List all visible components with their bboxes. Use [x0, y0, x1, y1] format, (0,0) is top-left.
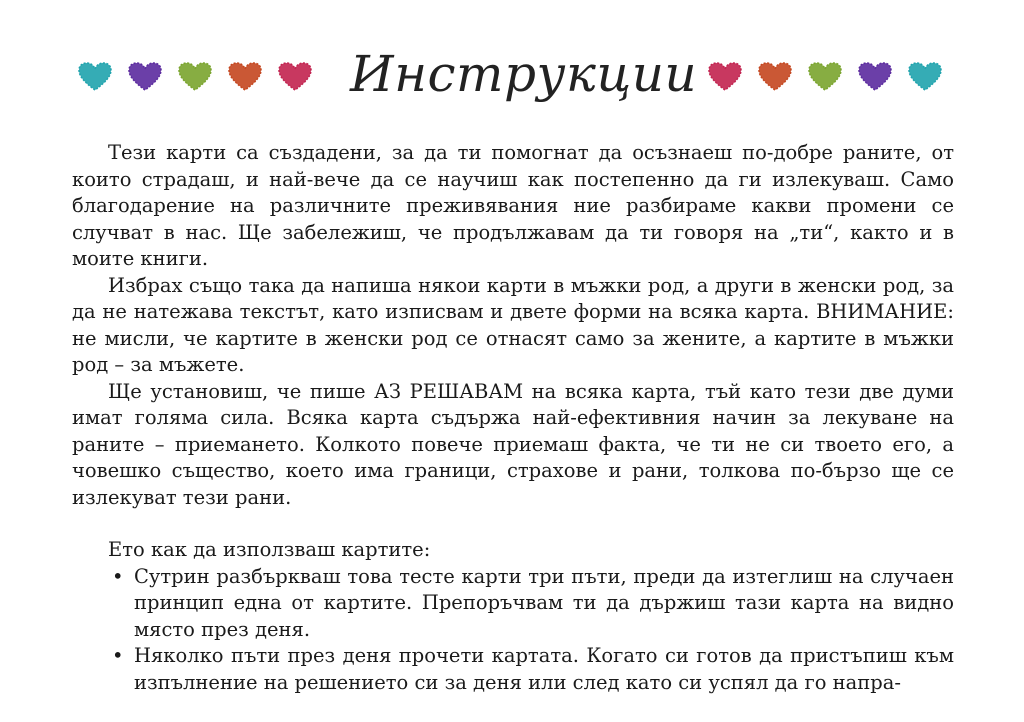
list-intro: Ето как да използваш картите:: [108, 538, 431, 561]
heart-icon: [278, 62, 312, 92]
heart-icon: [858, 62, 892, 92]
paragraph: Ще установиш, че пише АЗ РЕШАВАМ на всяка карта, тъй като тези две думи имат голяма сила. Всяка карта съдържа най-ефективния начин за лекуване на раните – приемането. Колкото повече приемаш факта, че ти не си твоето его, а човешко същество, което има граници, страхове и рани, толкова по-бързо ще се излекуват тези рани.: [72, 379, 954, 509]
heart-icon: [178, 62, 212, 92]
page-title: Инструкции: [350, 45, 698, 103]
heart-icon: [128, 62, 162, 92]
hearts-right: [708, 62, 942, 92]
instructions-list: [72, 564, 954, 697]
list-item: [72, 643, 954, 696]
title-row: [0, 34, 1024, 114]
bullet-icon: •: [112, 564, 124, 588]
hearts-left: [78, 62, 312, 92]
spacer: [72, 511, 954, 537]
paragraph: Тези карти са създадени, за да ти помогнат да осъзнаеш по-добре раните, от които страдаш, и най-вече да се научиш как постепенно да ги излекуваш. Само благодарение на различните преживявания ние разбираме какви промени се случват в нас. Ще забележиш, че продължавам да ти говоря на „ти“, както и в моите книги.: [72, 141, 954, 270]
list-item-text: Няколко пъти през деня прочети картата. Когато си готов да пристъпиш към изпълнение на решението си за деня или след като си успял да го напра-: [134, 644, 954, 694]
body-text: [72, 140, 954, 696]
paragraph: Избрах също така да напиша някои карти в мъжки род, а други в женски род, за да не натежава текстът, като изписвам и двете форми на всяка карта. ВНИМАНИЕ: не мисли, че картите в женски род се отнасят само за жените, а картите в мъжки род – за мъжете.: [72, 273, 954, 376]
heart-icon: [228, 62, 262, 92]
list-item: [72, 564, 954, 644]
heart-icon: [708, 62, 742, 92]
list-item-text: Сутрин разбъркваш това тесте карти три пъти, преди да изтеглиш на случаен принцип една от картите. Препоръчвам ти да държиш тази карта на видно място през деня.: [134, 564, 954, 641]
heart-icon: [78, 62, 112, 92]
heart-icon: [908, 62, 942, 92]
heart-icon: [758, 62, 792, 92]
heart-icon: [808, 62, 842, 92]
bullet-icon: •: [112, 644, 124, 667]
